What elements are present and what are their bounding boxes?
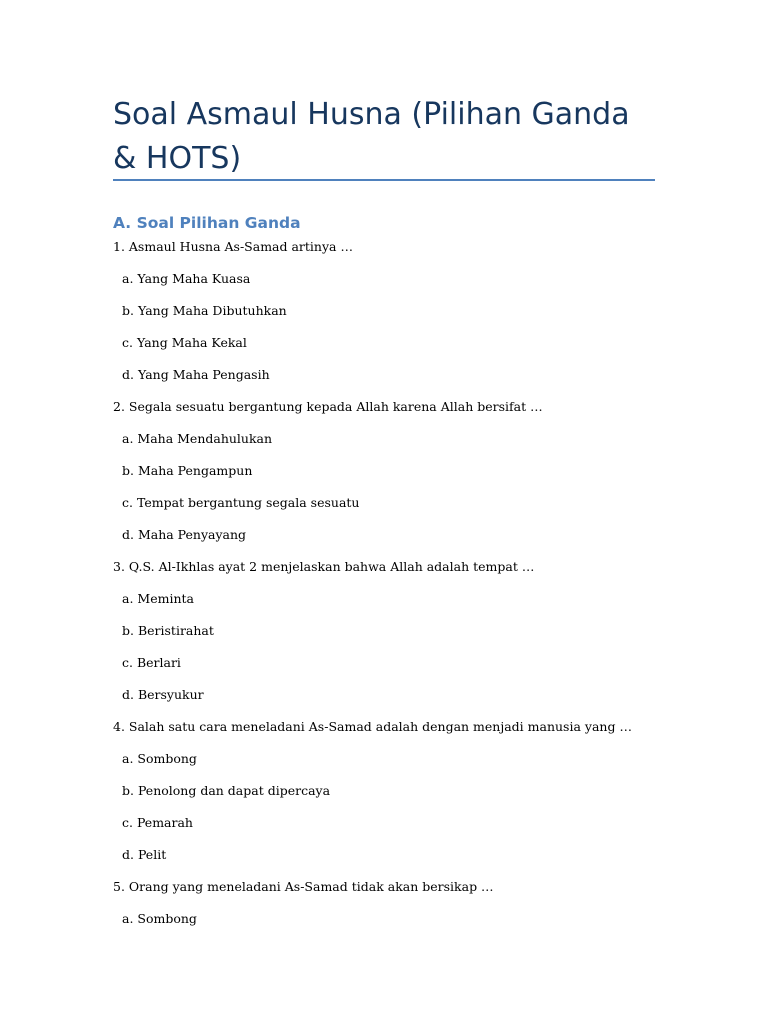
- question-2: 2. Segala sesuatu bergantung kepada Allah karena Allah bersifat …: [113, 399, 543, 414]
- section-heading: A. Soal Pilihan Ganda: [113, 214, 301, 232]
- question-4-option-b: b. Penolong dan dapat dipercaya: [122, 783, 331, 798]
- question-4: 4. Salah satu cara meneladani As-Samad adalah dengan menjadi manusia yang …: [113, 719, 632, 734]
- question-2-option-c: c. Tempat bergantung segala sesuatu: [122, 495, 360, 510]
- question-3-option-c: c. Berlari: [122, 655, 181, 670]
- document-title: Soal Asmaul Husna (Pilihan Ganda & HOTS): [113, 97, 630, 176]
- question-2-option-b: b. Maha Pengampun: [122, 463, 253, 478]
- question-3: 3. Q.S. Al-Ikhlas ayat 2 menjelaskan bahwa Allah adalah tempat …: [113, 559, 535, 574]
- question-4-option-d: d. Pelit: [122, 847, 167, 862]
- question-3-option-a: a. Meminta: [122, 591, 194, 606]
- question-2-option-d: d. Maha Penyayang: [122, 527, 247, 542]
- title-underline-rule: [113, 179, 655, 181]
- question-5: 5. Orang yang meneladani As-Samad tidak akan bersikap …: [113, 879, 494, 894]
- question-4-option-c: c. Pemarah: [122, 815, 193, 830]
- question-1-option-c: c. Yang Maha Kekal: [122, 335, 247, 350]
- question-5-option-a: a. Sombong: [122, 911, 197, 926]
- question-1: 1. Asmaul Husna As-Samad artinya …: [113, 239, 353, 254]
- question-3-option-b: b. Beristirahat: [122, 623, 214, 638]
- question-4-option-a: a. Sombong: [122, 751, 197, 766]
- question-3-option-d: d. Bersyukur: [122, 687, 204, 702]
- question-1-option-b: b. Yang Maha Dibutuhkan: [122, 303, 287, 318]
- question-2-option-a: a. Maha Mendahulukan: [122, 431, 273, 446]
- question-1-option-d: d. Yang Maha Pengasih: [122, 367, 270, 382]
- question-1-option-a: a. Yang Maha Kuasa: [122, 271, 251, 286]
- question-list: [0, 237, 768, 941]
